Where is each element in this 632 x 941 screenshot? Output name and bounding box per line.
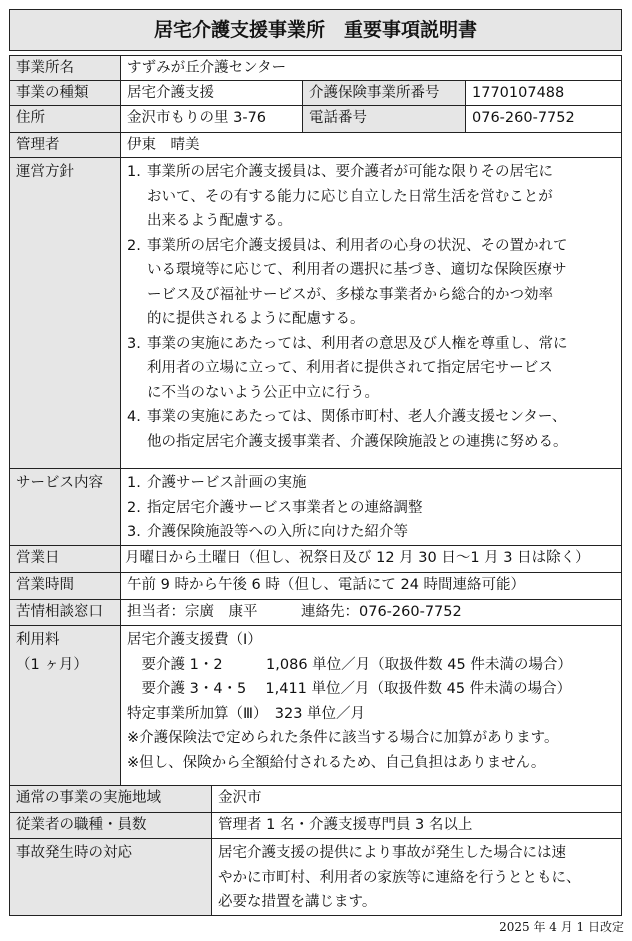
text-line: 居宅介護支援費（Ⅰ） — [127, 632, 262, 648]
list-item-number: 3. — [127, 335, 141, 352]
phone-label: 電話番号 — [302, 105, 466, 133]
business-days-label: 営業日 — [9, 545, 121, 573]
list-item-line: 出来るよう配慮する。 — [147, 213, 292, 229]
business-type-value: 居宅介護支援 — [120, 80, 303, 106]
text-line: やかに市町村、利用者の家族等に連絡を行うとともに、 — [218, 869, 581, 886]
accident-label: 事故発生時の対応 — [9, 838, 212, 916]
list-item-line: 介護保険施設等への入所に向けた紹介等 — [147, 524, 408, 540]
address-label: 住所 — [9, 105, 121, 133]
business-type-label: 事業の種類 — [9, 80, 121, 106]
text-line: ※但し、保険から全額給付されるため、自己負担はありません。 — [127, 754, 546, 771]
list-item-line: 事業所の居宅介護支援員は、要介護者が可能な限りその居宅に — [147, 164, 553, 180]
list-item-line: 利用者の立場に立って、利用者に提供されて指定居宅サービス — [147, 360, 553, 376]
area-value: 金沢市 — [211, 785, 622, 813]
text-line: 要介護 3・4・5 1,411 単位／月（取扱件数 45 件未満の場合） — [127, 681, 572, 697]
manager-value: 伊東 晴美 — [120, 132, 622, 158]
address-value: 金沢市もりの里 3-76 — [120, 105, 303, 133]
list-item-number: 2. — [127, 237, 141, 254]
list-item-number: 4. — [127, 409, 141, 425]
business-days-value: 月曜日から土曜日（但し、祝祭日及び 12 月 30 日～1 月 3 日は除く） — [120, 545, 622, 573]
list-item — [127, 471, 615, 496]
area-label: 通常の事業の実施地域 — [9, 785, 212, 813]
policy-list — [120, 157, 622, 469]
complaints-value: 担当者：宗廣 康平 連絡先：076-260-7752 — [120, 599, 622, 626]
business-hours-label: 営業時間 — [9, 572, 121, 600]
list-item — [127, 160, 615, 234]
list-item-line: に不当のないよう公正中立に行う。 — [147, 384, 379, 401]
staff-value: 管理者 1 名・介護支援専門員 3 名以上 — [211, 812, 622, 839]
services-label: サービス内容 — [9, 468, 121, 546]
list-item-line: 事業所の居宅介護支援員は、利用者の心身の状況、その置かれて — [147, 237, 568, 254]
complaints-label: 苦情相談窓口 — [9, 599, 121, 626]
accident-lines — [211, 838, 622, 916]
list-item-line: おいて、その有する能力に応じ自立した日常生活を営むことが — [147, 188, 553, 205]
fees-sublabel: （1 ヶ月） — [16, 656, 88, 673]
office-number-label: 介護保険事業所番号 — [302, 80, 466, 106]
business-hours-value: 午前 9 時から午後 6 時（但し、電話にて 24 時間連絡可能） — [120, 572, 622, 600]
fees-label: 利用料 — [16, 632, 60, 648]
list-item — [127, 405, 615, 454]
policy-label: 運営方針 — [9, 157, 121, 469]
text-line: 要介護 1・2 1,086 単位／月（取扱件数 45 件未満の場合） — [127, 656, 572, 673]
list-item-line: 指定居宅介護サービス事業者との連絡調整 — [147, 499, 423, 516]
list-item-number: 2. — [127, 499, 141, 516]
fees-label-cell — [9, 625, 121, 786]
list-item — [127, 234, 615, 332]
office-number-value: 1770107488 — [465, 80, 622, 106]
manager-label: 管理者 — [9, 132, 121, 158]
list-item-line: 他の指定居宅介護支援事業者、介護保険施設との連携に努める。 — [147, 433, 568, 450]
list-item-number: 1. — [127, 475, 141, 491]
phone-value: 076-260-7752 — [465, 105, 622, 133]
text-line: 必要な措置を講じます。 — [218, 894, 377, 910]
list-item-line: ービス及び福祉サービスが、多様な事業者から総合的かつ効率 — [147, 286, 553, 303]
fees-lines — [120, 625, 622, 786]
list-item-line: 介護サービス計画の実施 — [147, 475, 307, 491]
text-line: 特定事業所加算（Ⅲ） 323 単位／月 — [127, 705, 366, 722]
list-item-number: 3. — [127, 524, 141, 540]
office-name-value: すずみが丘介護センター — [120, 55, 622, 81]
text-line: 居宅介護支援の提供により事故が発生した場合には速 — [218, 845, 566, 861]
list-item-line: いる環境等に応じて、利用者の選択に基づき、適切な保険医療サ — [147, 262, 567, 278]
list-item-line: 的に提供されるように配慮する。 — [147, 311, 365, 327]
list-item — [127, 496, 615, 521]
list-item-line: 事業の実施にあたっては、関係市町村、老人介護支援センター、 — [147, 409, 567, 425]
list-item — [127, 332, 615, 406]
list-item-number: 1. — [127, 164, 141, 180]
list-item-line: 事業の実施にあたっては、利用者の意思及び人権を尊重し、常に — [147, 335, 568, 352]
list-item — [127, 520, 615, 545]
document-title: 居宅介護支援事業所 重要事項説明書 — [9, 9, 622, 51]
services-list — [120, 468, 622, 546]
staff-label: 従業者の職種・員数 — [9, 812, 212, 839]
revision-date: 2025 年 4 月 1 日改定 — [499, 920, 624, 934]
office-name-label: 事業所名 — [9, 55, 121, 81]
text-line: ※介護保険法で定められた条件に該当する場合に加算があります。 — [127, 730, 559, 746]
